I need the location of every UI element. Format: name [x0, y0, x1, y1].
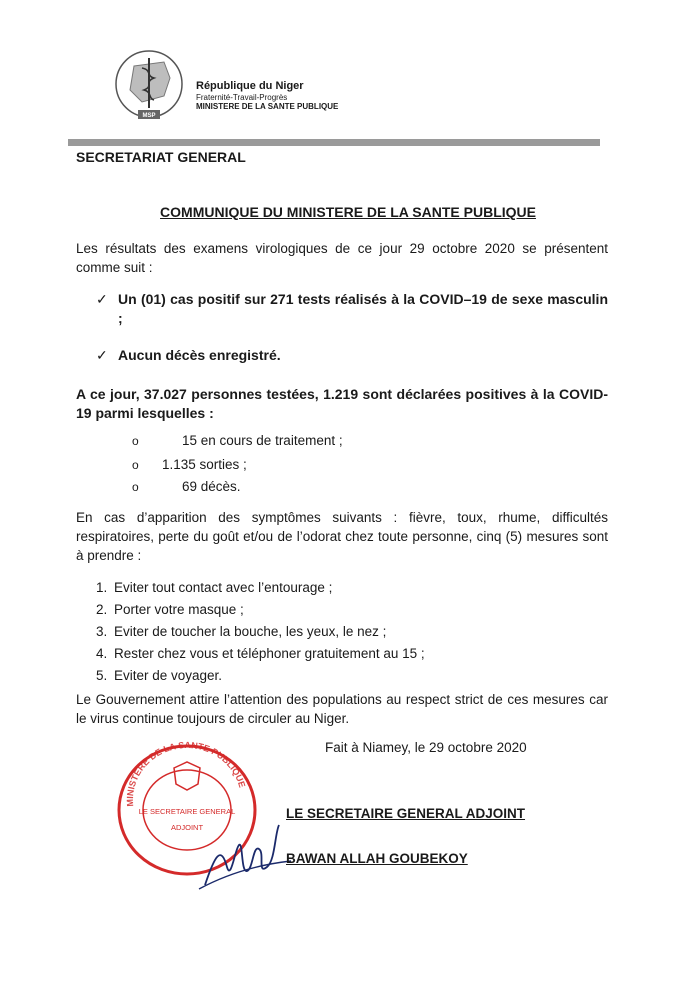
checkmark-icon: ✓: [96, 347, 108, 363]
measure-number: 3.: [96, 624, 108, 639]
measure-item: [96, 668, 222, 683]
letterhead: [196, 80, 338, 111]
circle-bullet-icon: o: [132, 458, 139, 472]
measure-item: [96, 646, 425, 661]
stamp-inner-line1: LE SECRETAIRE GENERAL: [138, 807, 236, 816]
measure-number: 1.: [96, 580, 108, 595]
measure-item: [96, 602, 244, 617]
highlight-item: [96, 290, 608, 330]
measure-item: [96, 580, 332, 595]
symptoms-paragraph: En cas d’apparition des symptômes suivants : fièvre, toux, rhume, difficultés respiratoires, perte du goût et/ou de l’odorat chez toute personne, cinq (5) mesures sont à prendre :: [76, 510, 608, 563]
national-motto: Fraternité-Travail-Progrès: [196, 92, 288, 102]
measure-item: [96, 624, 386, 639]
breakdown-text: 1.135 sorties ;: [162, 457, 247, 472]
logo-badge: MSP: [142, 113, 156, 119]
stamp-emblem-icon: [174, 762, 200, 790]
measure-text: Porter votre masque ;: [114, 602, 244, 617]
ministry-name: MINISTERE DE LA SANTE PUBLIQUE: [196, 101, 339, 111]
breakdown-item: [132, 457, 247, 472]
ministry-logo: [112, 46, 186, 124]
breakdown-text: 69 décès.: [182, 479, 241, 494]
republic-name: République du Niger: [196, 80, 304, 92]
highlight-text: Aucun décès enregistré.: [118, 347, 281, 363]
measure-number: 2.: [96, 602, 108, 617]
communique-title: COMMUNIQUE DU MINISTERE DE LA SANTE PUBLIQUE: [160, 204, 536, 220]
measure-text: Eviter de toucher la bouche, les yeux, le nez ;: [114, 624, 387, 639]
breakdown-item: [132, 479, 241, 494]
intro-paragraph: Les résultats des examens virologiques de ce jour 29 octobre 2020 se présentent comme suit :: [76, 241, 608, 275]
measure-text: Eviter de voyager.: [114, 668, 223, 683]
circle-bullet-icon: o: [132, 480, 139, 494]
place-and-date: Fait à Niamey, le 29 octobre 2020: [325, 740, 527, 755]
breakdown-text: 15 en cours de traitement ;: [182, 433, 343, 448]
measure-text: Eviter tout contact avec l’entourage ;: [114, 580, 333, 595]
measure-number: 4.: [96, 646, 108, 661]
measure-text: Rester chez vous et téléphoner gratuitement au 15 ;: [114, 646, 425, 661]
totals-paragraph: A ce jour, 37.027 personnes testées, 1.219 sont déclarées positives à la COVID- 19 parmi lesquelles :: [76, 386, 608, 421]
signatory-name: BAWAN ALLAH GOUBEKOY: [286, 851, 468, 866]
government-paragraph: Le Gouvernement attire l’attention des populations au respect strict de ces mesures car le virus continue toujours de circuler au Niger.: [76, 692, 608, 726]
checkmark-icon: ✓: [96, 291, 108, 307]
circle-bullet-icon: o: [132, 434, 139, 448]
department-heading: SECRETARIAT GENERAL: [76, 149, 246, 165]
breakdown-item: [132, 433, 343, 448]
measure-number: 5.: [96, 668, 108, 683]
header-divider: [68, 139, 600, 146]
signatory-title: LE SECRETAIRE GENERAL ADJOINT: [286, 806, 526, 821]
handwritten-signature: [195, 815, 295, 895]
stamp-ring-text: MINISTERE DE LA SANTE PUBLIQUE: [124, 740, 248, 807]
stamp-inner-line2: ADJOINT: [170, 823, 204, 832]
highlight-text: Un (01) cas positif sur 271 tests réalisés à la COVID–19 de sexe masculin ;: [118, 291, 608, 326]
highlight-item: [96, 346, 608, 365]
